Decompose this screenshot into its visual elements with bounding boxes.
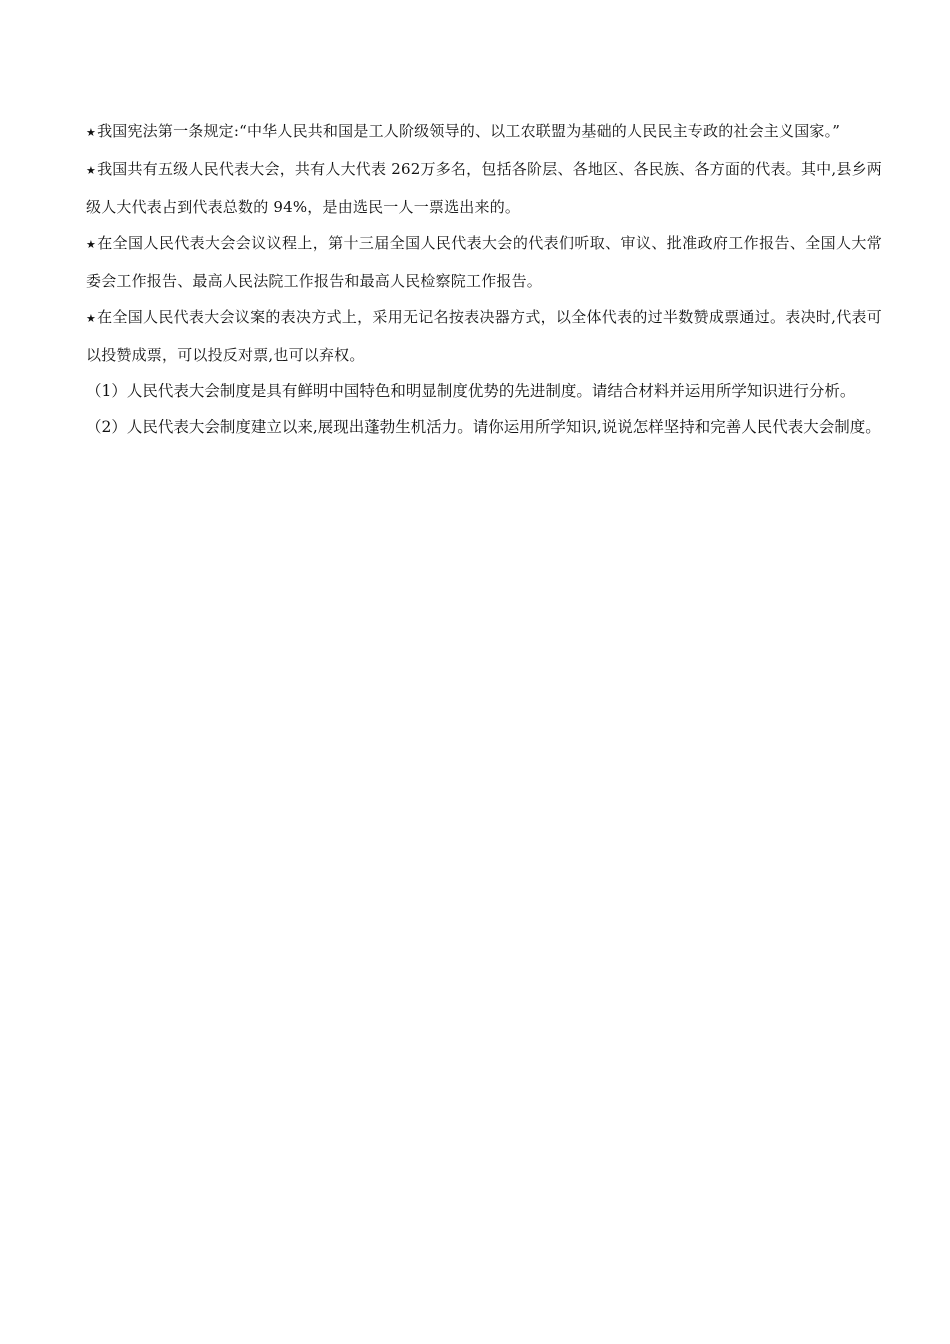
material-bullet-text: 我国宪法第一条规定:“中华人民共和国是工人阶级领导的、以工农联盟为基础的人民民主专政的社会主义国家。” [97, 122, 841, 140]
material-bullet-text: 我国共有五级人民代表大会，共有人大代表 262万多名，包括各阶层、各地区、各民族、各方面的代表。其中,县乡两级人大代表占到代表总数的 94%，是由选民一人一票选出来的。 [86, 160, 883, 216]
question-2: （2）人民代表大会制度建立以来,展现出蓬勃生机活力。请你运用所学知识,说说怎样坚持和完善人民代表大会制度。 [86, 418, 881, 436]
star-icon: ★ [86, 312, 97, 325]
material-bullet-2 [86, 151, 882, 225]
material-bullet-3 [86, 225, 882, 299]
material-bullet-4 [86, 299, 882, 373]
document-body [86, 113, 882, 445]
question-1: （1）人民代表大会制度是具有鲜明中国特色和明显制度优势的先进制度。请结合材料并运用所学知识进行分析。 [86, 382, 856, 400]
star-icon: ★ [86, 164, 97, 177]
material-bullet-text: 在全国人民代表大会会议议程上，第十三届全国人民代表大会的代表们听取、审议、批准政府工作报告、全国人大常委会工作报告、最高人民法院工作报告和最高人民检察院工作报告。 [86, 234, 882, 290]
star-icon: ★ [86, 238, 97, 251]
material-bullet-1 [86, 113, 882, 151]
material-bullet-text: 在全国人民代表大会议案的表决方式上，采用无记名按表决器方式，以全体代表的过半数赞成票通过。表决时,代表可以投赞成票，可以投反对票,也可以弃权。 [86, 308, 882, 364]
star-icon: ★ [86, 126, 97, 139]
